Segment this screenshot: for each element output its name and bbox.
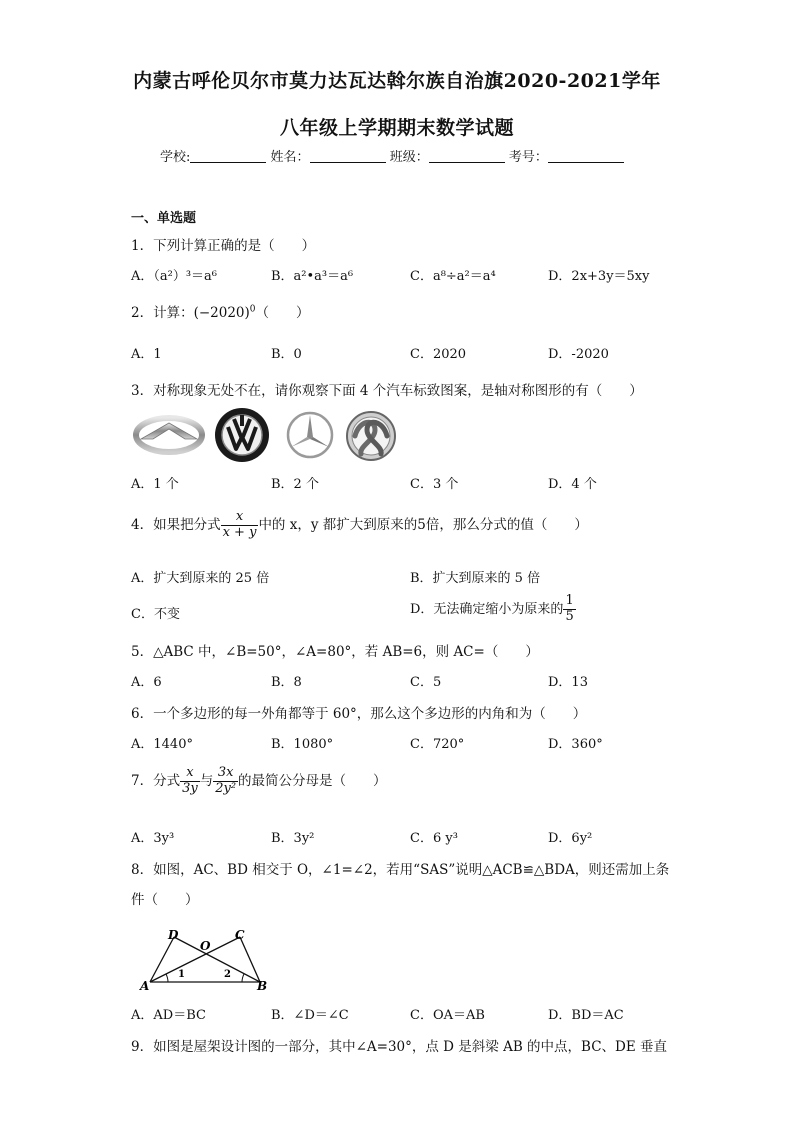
infiniti-logo-icon <box>133 413 205 457</box>
q4-fraction-denominator: x + y <box>222 524 257 540</box>
q4-option-d-text: D．无法确定缩小为原来的 <box>410 601 564 617</box>
q8-geometry-figure <box>138 920 270 992</box>
label-A: A <box>140 979 150 992</box>
q2-exponent: 0 <box>249 304 256 315</box>
q3-option-a[interactable]: A．1 个 <box>131 477 179 492</box>
question-5: 5．△ABC 中，∠B=50°，∠A=80°，若 AB=6，则 AC=（ ） <box>131 644 539 660</box>
q6-option-c[interactable]: C．720° <box>410 737 465 752</box>
question-3: 3．对称现象无处不在，请你观察下面 4 个汽车标致图案，是轴对称图形的有（ ） <box>131 383 643 399</box>
q7-f1-denominator: 3y <box>182 780 198 796</box>
number-blank[interactable] <box>548 149 624 163</box>
q6-option-b[interactable]: B．1080° <box>271 737 334 752</box>
q4-option-d-fraction <box>563 594 575 625</box>
class-label: 班级： <box>389 150 429 165</box>
q2-option-c[interactable]: C．2020 <box>410 347 467 362</box>
student-info-line <box>160 146 624 165</box>
q4-option-a[interactable]: A．扩大到原来的 25 倍 <box>131 571 270 586</box>
q5-option-d[interactable]: D．13 <box>548 675 588 690</box>
label-O: O <box>200 939 211 953</box>
q7-option-b[interactable]: B．3y² <box>271 831 315 846</box>
q2-option-b[interactable]: B．0 <box>271 347 302 362</box>
q4-d-numerator: 1 <box>565 593 574 608</box>
q5-option-c[interactable]: C．5 <box>410 675 442 690</box>
q4-fraction-numerator: x <box>221 510 259 526</box>
question-9: 9．如图是屋架设计图的一部分，其中∠A=30°，点 D 是斜梁 AB 的中点，BC、DE 垂直 <box>131 1039 668 1055</box>
q5-option-a[interactable]: A．6 <box>131 675 162 690</box>
class-blank[interactable] <box>429 149 505 163</box>
school-blank[interactable] <box>190 149 266 163</box>
volkswagen-logo-icon <box>214 407 270 463</box>
question-4 <box>131 510 588 541</box>
q8-option-b[interactable]: B．∠D＝∠C <box>271 1008 349 1023</box>
question-1: 1．下列计算正确的是（ ） <box>131 238 316 254</box>
label-B: B <box>257 979 268 992</box>
school-label: 学校: <box>160 150 191 165</box>
q8-option-c[interactable]: C．OA＝AB <box>410 1008 485 1023</box>
q7-option-d[interactable]: D．6y² <box>548 831 593 846</box>
q7-option-a[interactable]: A．3y³ <box>131 831 175 846</box>
question-7 <box>131 766 387 797</box>
mercedes-logo-icon <box>285 410 335 460</box>
q4-suffix: 中的 x，y 都扩大到原来的5倍，那么分式的值（ ） <box>258 516 588 533</box>
q4-option-c[interactable]: C．不变 <box>131 607 180 622</box>
q1-option-a[interactable]: A．（a²）³＝a⁶ <box>131 269 218 284</box>
segment-BD <box>174 937 260 982</box>
question-8-line-2: 件（ ） <box>131 892 199 908</box>
segment-AD <box>150 937 174 982</box>
number-label: 考号： <box>508 150 548 165</box>
q7-option-c[interactable]: C．6 y³ <box>410 831 458 846</box>
q5-option-b[interactable]: B．8 <box>271 675 302 690</box>
q4-option-b[interactable]: B．扩大到原来的 5 倍 <box>410 571 541 586</box>
q4-d-denominator: 5 <box>565 608 574 624</box>
title-line-2: 八年级上学期期末数学试题 <box>279 117 514 139</box>
q8-option-d[interactable]: D．BD＝AC <box>548 1008 624 1023</box>
q7-f1-numerator: x <box>180 766 200 782</box>
q4-fraction <box>221 510 259 541</box>
title-line-1: 内蒙古呼伦贝尔市莫力达瓦达斡尔族自治旗2020-2021学年 <box>133 70 661 92</box>
question-8: 8．如图，AC、BD 相交于 O，∠1=∠2，若用“SAS”说明△ACB≌△BDA，则还需加上条 <box>131 862 670 878</box>
name-label: 姓名： <box>270 150 310 165</box>
q3-option-d[interactable]: D．4 个 <box>548 477 597 492</box>
question-6: 6．一个多边形的每一外角都等于 60°，那么这个多边形的内角和为（ ） <box>131 706 587 722</box>
q7-f2-numerator: 3x <box>213 766 238 782</box>
name-blank[interactable] <box>310 149 386 163</box>
q3-option-c[interactable]: C．3 个 <box>410 477 459 492</box>
dongfeng-logo-icon <box>345 410 397 462</box>
q4-prefix: 4．如果把分式 <box>131 516 221 533</box>
label-angle-1: 1 <box>178 969 185 980</box>
q1-option-b[interactable]: B．a²•a³＝a⁶ <box>271 269 354 284</box>
label-C: C <box>235 928 245 942</box>
angle-2-arc <box>242 974 244 982</box>
q7-prefix: 7．分式 <box>131 772 181 789</box>
q6-option-a[interactable]: A．1440° <box>131 737 193 752</box>
q2-option-d[interactable]: D．-2020 <box>548 347 609 362</box>
q2-option-a[interactable]: A．1 <box>131 347 162 362</box>
question-2 <box>131 301 310 321</box>
q7-f2-denominator: 2y² <box>215 780 237 796</box>
q1-option-d[interactable]: D．2x+3y＝5xy <box>548 269 650 284</box>
q4-option-d[interactable] <box>410 594 576 625</box>
q3-option-b[interactable]: B．2 个 <box>271 477 319 492</box>
q2-prefix: 2．计算：(−2020) <box>131 305 250 321</box>
q7-fraction-2 <box>213 766 238 797</box>
angle-1-arc <box>166 974 168 982</box>
q7-fraction-1 <box>180 766 200 797</box>
section-heading: 一、单选题 <box>131 211 197 226</box>
q7-suffix: 的最简公分母是（ ） <box>238 772 387 789</box>
label-D: D <box>168 928 179 942</box>
q7-mid: 与 <box>199 772 214 789</box>
label-angle-2: 2 <box>224 969 231 980</box>
q1-option-c[interactable]: C．a⁸÷a²＝a⁴ <box>410 269 496 284</box>
q8-option-a[interactable]: A．AD＝BC <box>131 1008 206 1023</box>
q2-suffix: （ ） <box>255 305 310 321</box>
q6-option-d[interactable]: D．360° <box>548 737 603 752</box>
